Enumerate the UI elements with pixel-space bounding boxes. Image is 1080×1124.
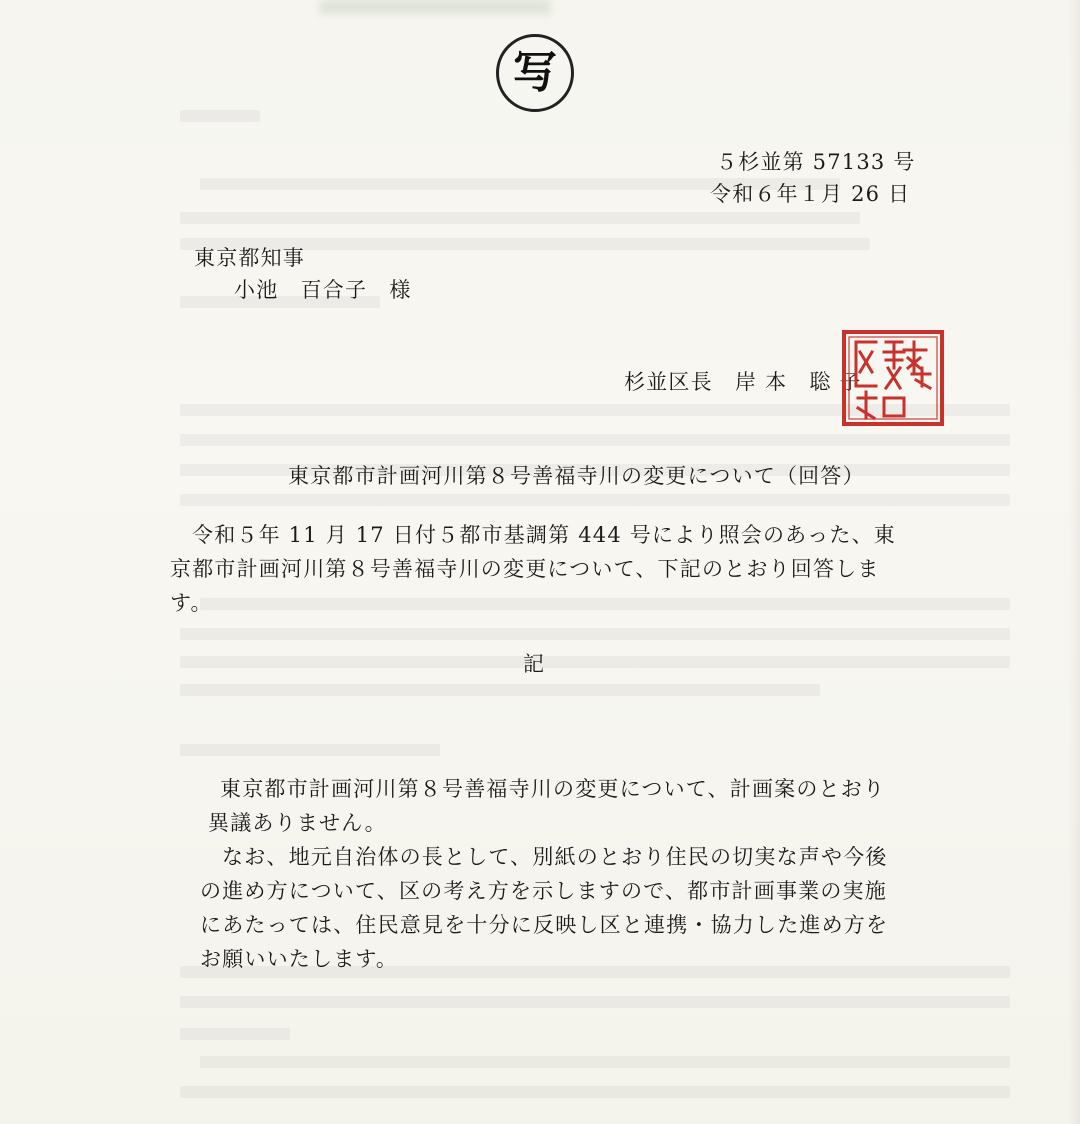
show-through-line xyxy=(180,434,1010,446)
subject-line: 東京都市計画河川第８号善福寺川の変更について（回答） xyxy=(288,464,865,488)
addressee-name: 小池 百合子 様 xyxy=(234,278,412,302)
show-through-line xyxy=(180,684,820,696)
copy-stamp: 写 xyxy=(496,34,574,112)
scan-smudge xyxy=(320,0,550,14)
show-through-line xyxy=(180,1028,290,1040)
show-through-line xyxy=(180,996,1010,1008)
addressee-title: 東京都知事 xyxy=(194,246,305,270)
body-paragraph-2: なお、地元自治体の長として、別紙のとおり住民の切実な声や今後の進め方について、区の考え方を示しますので、都市計画事業の実施にあたっては、住民意見を十分に反映し区と連携・協力した進め方をお願いいたします。 xyxy=(200,845,889,971)
show-through-mark xyxy=(180,110,260,122)
show-through-line xyxy=(200,1056,1010,1068)
sender-signature: 杉並区長 岸 本 聡 子 xyxy=(624,370,862,394)
document-date: 令和６年１月 26 日 xyxy=(710,182,911,206)
show-through-line xyxy=(180,744,440,756)
page-edge-shadow xyxy=(1068,0,1080,1124)
show-through-line xyxy=(180,628,1010,640)
show-through-line xyxy=(180,212,860,224)
reference-number: ５杉並第 57133 号 xyxy=(716,150,916,174)
intro-paragraph: 令和５年 11 月 17 日付５都市基調第 444 号により照会のあった、東京都市計画河川第８号善福寺川の変更について、下記のとおり回答します。 xyxy=(170,523,896,615)
show-through-line xyxy=(180,656,1010,668)
official-seal xyxy=(840,328,946,428)
record-label: 記 xyxy=(523,652,546,676)
show-through-line xyxy=(180,494,1010,506)
show-through-line xyxy=(180,1086,1010,1098)
body-paragraph-1: 東京都市計画河川第８号善福寺川の変更について、計画案のとおり異議ありません。 xyxy=(208,777,886,835)
